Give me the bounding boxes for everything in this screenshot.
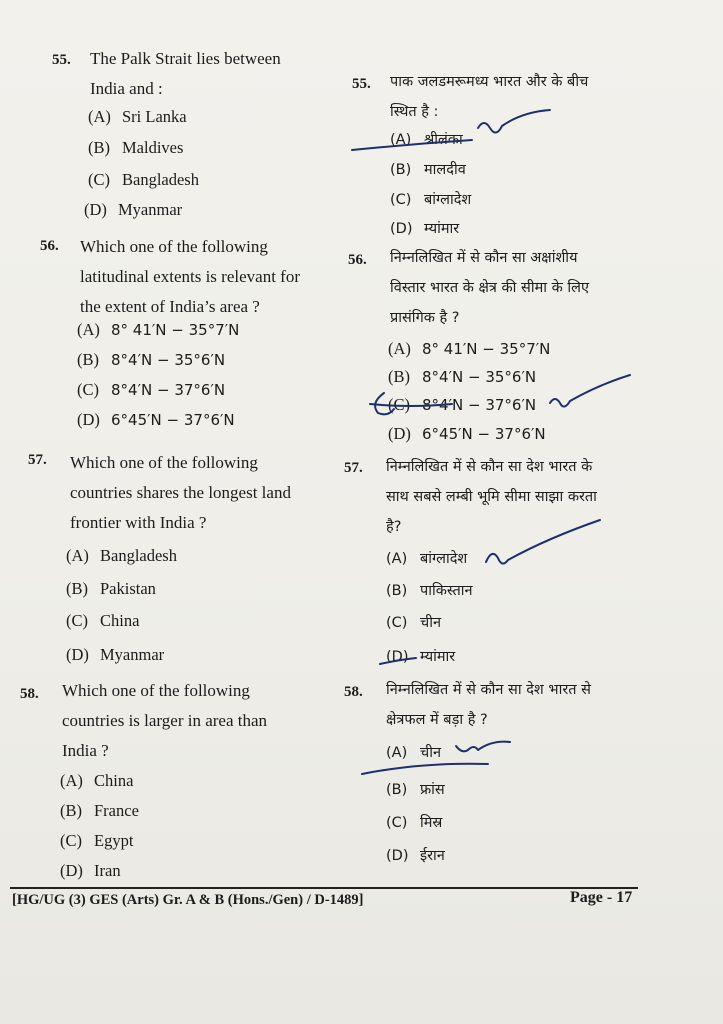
stem-line: पाक जलडमरूमध्य भारत और के बीच <box>390 74 589 90</box>
question-stem <box>90 44 324 104</box>
answer-tick-mark <box>456 742 510 752</box>
stem-line: निम्नलिखित में से कौन सा देश भारत के <box>386 459 593 475</box>
question-number: 55. <box>352 76 371 92</box>
question-stem <box>386 452 678 542</box>
option: (C) बांग्लादेश <box>390 192 472 208</box>
question-number: 56. <box>348 252 367 268</box>
stem-line: Which one of the following <box>80 237 268 256</box>
question-stem <box>62 676 312 766</box>
option: (D) 6°45′N − 37°6′N <box>388 424 546 443</box>
option: (C) मिस्र <box>386 815 443 831</box>
option: (C) China <box>66 611 140 630</box>
stem-line: latitudinal extents is relevant for <box>80 267 300 286</box>
option: (A) 8° 41′N − 35°7′N <box>77 320 240 339</box>
stem-line: India ? <box>62 741 109 760</box>
footer-rule <box>10 887 638 889</box>
option: (B) फ्रांस <box>386 782 445 798</box>
option: (C) 8°4′N − 37°6′N <box>77 380 226 399</box>
question-stem <box>70 448 320 538</box>
question-stem <box>80 232 320 322</box>
answer-underline <box>362 764 488 774</box>
option: (A) Sri Lanka <box>88 107 187 126</box>
page-number: Page - 17 <box>570 889 633 906</box>
option: (B) 8°4′N − 35°6′N <box>77 350 226 369</box>
question-number: 58. <box>344 684 363 700</box>
question-stem <box>390 67 672 127</box>
stem-line: क्षेत्रफल में बड़ा है ? <box>386 712 488 728</box>
stem-line: the extent of India’s area ? <box>80 297 260 316</box>
stem-line: countries shares the longest land <box>70 483 291 502</box>
stem-line: countries is larger in area than <box>62 711 268 730</box>
option: (D) Myanmar <box>66 645 165 664</box>
option: (D) Iran <box>60 861 121 880</box>
option: (C) Egypt <box>60 831 134 850</box>
stem-line: प्रासंगिक है ? <box>390 310 460 326</box>
option: (D) म्यांमार <box>390 221 460 237</box>
question-number: 56. <box>40 238 59 254</box>
option: (A) China <box>60 771 134 790</box>
question-number: 55. <box>52 52 71 68</box>
option: (B) France <box>60 801 139 820</box>
stem-line: स्थित है : <box>390 104 439 120</box>
option: (C) Bangladesh <box>88 170 199 189</box>
option: (A) 8° 41′N − 35°7′N <box>388 339 551 358</box>
option: (B) पाकिस्तान <box>386 583 473 599</box>
option: (D) Myanmar <box>84 200 183 219</box>
option: (C) चीन <box>386 615 442 631</box>
option: (B) 8°4′N − 35°6′N <box>388 367 537 386</box>
stem-line: The Palk Strait lies between <box>90 49 281 68</box>
option: (A) श्रीलंका <box>390 132 463 148</box>
option: (A) चीन <box>386 745 442 761</box>
stem-line: साथ सबसे लम्बी भूमि सीमा साझा करता <box>386 489 597 505</box>
answer-tick-mark <box>550 375 630 407</box>
stem-line: निम्नलिखित में से कौन सा अक्षांशीय <box>390 250 578 266</box>
stem-line: India and : <box>90 79 163 98</box>
question-number: 58. <box>20 686 39 702</box>
stem-line: है? <box>386 519 402 535</box>
option: (D) 6°45′N − 37°6′N <box>77 410 235 429</box>
question-stem <box>386 675 678 735</box>
option: (A) Bangladesh <box>66 546 177 565</box>
option: (B) Pakistan <box>66 579 156 598</box>
stem-line: निम्नलिखित में से कौन सा देश भारत से <box>386 682 591 698</box>
option: (D) म्यांमार <box>386 649 456 665</box>
option: (B) Maldives <box>88 138 184 157</box>
stem-line: frontier with India ? <box>70 513 207 532</box>
question-stem <box>390 243 680 333</box>
option: (C) 8°4′N − 37°6′N <box>388 395 537 414</box>
option: (B) मालदीव <box>390 162 466 178</box>
question-number: 57. <box>344 460 363 476</box>
question-number: 57. <box>28 452 47 468</box>
stem-line: विस्तार भारत के क्षेत्र की सीमा के लिए <box>390 280 589 296</box>
option: (A) बांग्लादेश <box>386 551 468 567</box>
paper-code: [HG/UG (3) GES (Arts) Gr. A & B (Hons./Gen) / D-1489] <box>12 892 364 908</box>
stem-line: Which one of the following <box>62 681 250 700</box>
option: (D) ईरान <box>386 848 445 864</box>
stem-line: Which one of the following <box>70 453 258 472</box>
